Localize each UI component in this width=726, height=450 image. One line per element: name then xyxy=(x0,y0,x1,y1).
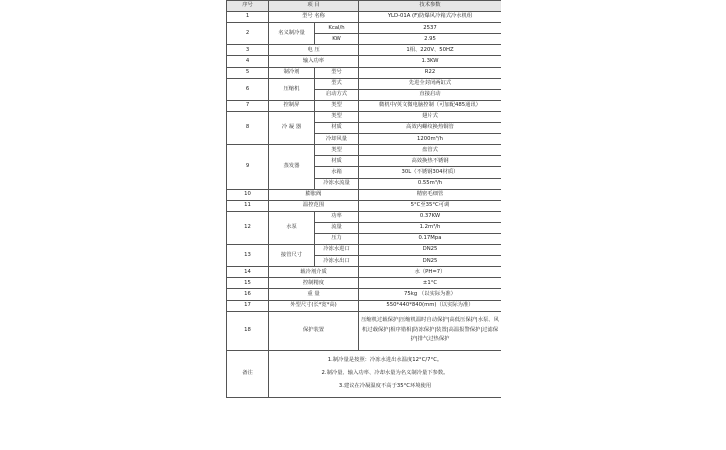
header-no: 序号 xyxy=(227,1,269,12)
row-item: 输入功率 xyxy=(269,56,359,67)
row-no: 8 xyxy=(227,111,269,144)
row-sub-label: 冷却风量 xyxy=(315,134,359,145)
row-no: 17 xyxy=(227,300,269,311)
table-row xyxy=(227,56,502,67)
row-value: 1.2m³/h xyxy=(359,222,502,233)
table-row xyxy=(227,12,502,23)
row-item: 接管尺寸 xyxy=(269,245,315,267)
table-row xyxy=(227,78,502,89)
row-item: 膨胀阀 xyxy=(269,189,359,200)
protection-devices: 压缩机过载保护|压缩机温时自动保护|高低压保护|水泵、风机过载保护|相序错相|防冻保护|装置|高温报警保护|过滤保护|排气过热保护 xyxy=(359,311,502,350)
table-row xyxy=(227,267,502,278)
row-no: 4 xyxy=(227,56,269,67)
table-row xyxy=(227,23,502,34)
row-no: 12 xyxy=(227,211,269,244)
row-sub-label: 冷冻水进口 xyxy=(315,245,359,256)
notes-content xyxy=(269,350,502,397)
row-item: 控制屏 xyxy=(269,100,315,111)
row-item: 重 量 xyxy=(269,289,359,300)
table-row xyxy=(227,300,502,311)
row-no: 9 xyxy=(227,145,269,189)
row-sub-label: 压力 xyxy=(315,233,359,244)
row-value: 精密毛细管 xyxy=(359,189,502,200)
row-sub-label: 水箱 xyxy=(315,167,359,178)
table-row-notes xyxy=(227,350,502,397)
row-value: 直接启动 xyxy=(359,89,502,100)
note-line: 2.制冷量、输入功率、冷却水量为名义制冷量下参数。 xyxy=(321,370,449,377)
row-value: 先进全封闭两缸式 xyxy=(359,78,502,89)
row-value: 0.37KW xyxy=(359,211,502,222)
table-row xyxy=(227,311,502,350)
row-sub-label: 冷冻水出口 xyxy=(315,256,359,267)
row-no: 3 xyxy=(227,45,269,56)
row-sub-label: KW xyxy=(315,34,359,45)
row-item: 外型尺寸(长*宽*高) xyxy=(269,300,359,311)
row-sub-label: 类型 xyxy=(315,145,359,156)
row-sub-label: 启动方式 xyxy=(315,89,359,100)
row-value: R22 xyxy=(359,67,502,78)
notes-label: 备注 xyxy=(227,350,269,397)
row-value: DN25 xyxy=(359,256,502,267)
row-no: 10 xyxy=(227,189,269,200)
row-item: 水泵 xyxy=(269,211,315,244)
table-row xyxy=(227,100,502,111)
row-value: 550*440*840(mm)（以实际为准） xyxy=(359,300,502,311)
row-no: 15 xyxy=(227,278,269,289)
row-no: 11 xyxy=(227,200,269,211)
row-sub-label: 流量 xyxy=(315,222,359,233)
row-value: 5°C至35°C可调 xyxy=(359,200,502,211)
row-sub-label: 材质 xyxy=(315,156,359,167)
table-row xyxy=(227,211,502,222)
row-value: 高效换热不锈钢 xyxy=(359,156,502,167)
table-row xyxy=(227,45,502,56)
table-row xyxy=(227,189,502,200)
row-value: 微机中/英文微电脑控制（可加配485通讯） xyxy=(359,100,502,111)
row-no: 7 xyxy=(227,100,269,111)
table-row xyxy=(227,111,502,122)
row-value: 高效内螺纹换热铜管 xyxy=(359,123,502,134)
row-value: 0.55m³/h xyxy=(359,178,502,189)
header-item: 项 目 xyxy=(269,1,359,12)
row-value: 1200m³/h xyxy=(359,134,502,145)
row-no: 13 xyxy=(227,245,269,267)
row-no: 16 xyxy=(227,289,269,300)
row-item: 温控范围 xyxy=(269,200,359,211)
row-item: 压缩机 xyxy=(269,78,315,100)
row-no: 2 xyxy=(227,23,269,45)
row-sub-label: 型式 xyxy=(315,78,359,89)
row-value: 30L（不锈钢304材质） xyxy=(359,167,502,178)
table-header-row xyxy=(227,1,502,12)
row-sub-label: 材质 xyxy=(315,123,359,134)
row-value: 翅片式 xyxy=(359,111,502,122)
table-row xyxy=(227,289,502,300)
table-row xyxy=(227,200,502,211)
row-value: 0.17Mpa xyxy=(359,233,502,244)
table-row xyxy=(227,245,502,256)
row-value: 1相、220V、50HZ xyxy=(359,45,502,56)
spec-sheet xyxy=(226,0,501,450)
row-no: 18 xyxy=(227,311,269,350)
row-sub-label: 冷冻水流量 xyxy=(315,178,359,189)
row-value: 2537 xyxy=(359,23,502,34)
row-value: 水（PH=7） xyxy=(359,267,502,278)
row-sub-label: 类型 xyxy=(315,111,359,122)
row-no: 1 xyxy=(227,12,269,23)
row-no: 5 xyxy=(227,67,269,78)
row-value: YLD-01A (F)防爆风冷箱式冷水机组 xyxy=(359,12,502,23)
table-row xyxy=(227,278,502,289)
row-item: 名义制冷量 xyxy=(269,23,315,45)
header-param: 技术参数 xyxy=(359,1,502,12)
row-value: 2.95 xyxy=(359,34,502,45)
row-no: 14 xyxy=(227,267,269,278)
table-row xyxy=(227,145,502,156)
note-line: 1.制冷量是按照：冷冻水进出水温度12°C/7°C。 xyxy=(327,357,443,364)
row-item: 制冷剂 xyxy=(269,67,315,78)
row-value: DN25 xyxy=(359,245,502,256)
note-line: 3.建议在冷凝温度不高于35°C环境使用 xyxy=(338,383,432,390)
table-row xyxy=(227,67,502,78)
spec-table xyxy=(226,0,501,398)
row-sub-label: Kcal/h xyxy=(315,23,359,34)
row-value: 1.3KW xyxy=(359,56,502,67)
row-sub-label: 类型 xyxy=(315,100,359,111)
row-item: 冷 凝 器 xyxy=(269,111,315,144)
row-item: 蒸发器 xyxy=(269,145,315,189)
row-item: 电 压 xyxy=(269,45,359,56)
row-item: 型号 名称 xyxy=(269,12,359,23)
row-sub-label: 型号 xyxy=(315,67,359,78)
row-no: 6 xyxy=(227,78,269,100)
row-item: 载冷剂介质 xyxy=(269,267,359,278)
row-item: 保护装置 xyxy=(269,311,359,350)
row-value: ±1°C xyxy=(359,278,502,289)
row-value: 盘管式 xyxy=(359,145,502,156)
row-sub-label: 功率 xyxy=(315,211,359,222)
row-item: 控制精度 xyxy=(269,278,359,289)
row-value: 75kg （以实际为准） xyxy=(359,289,502,300)
